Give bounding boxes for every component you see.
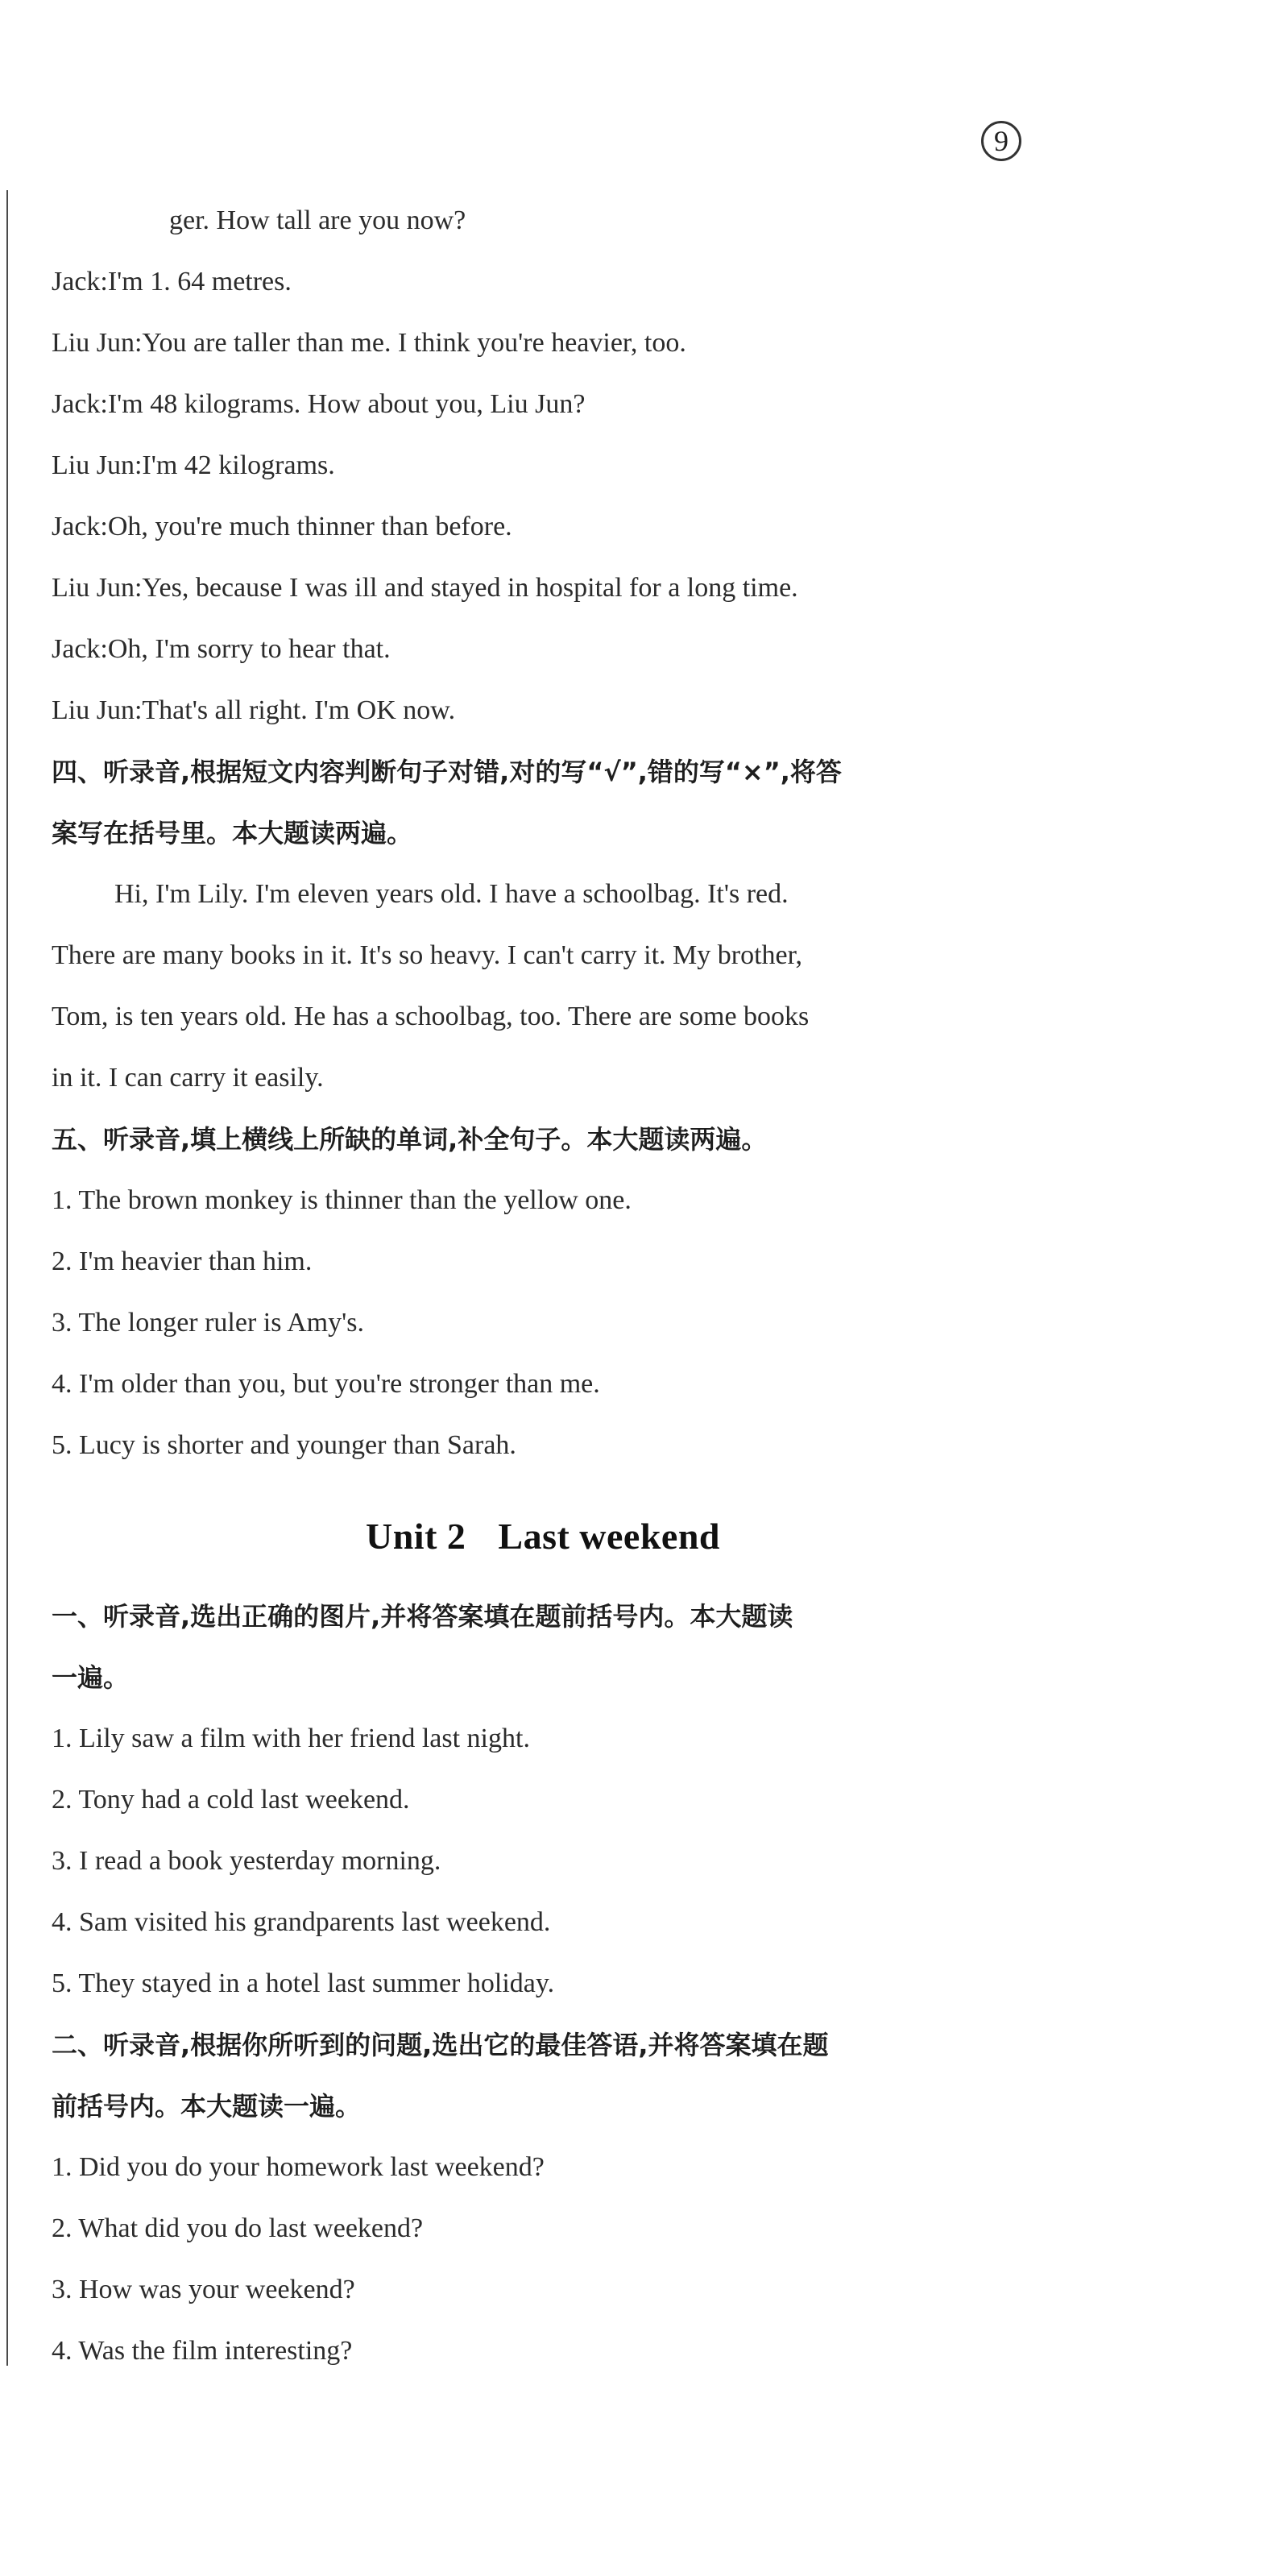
section-heading: 一遍。 (52, 1662, 130, 1693)
section-5 (52, 1109, 1034, 1476)
list-item: 2. What did you do last weekend? (52, 2213, 424, 2243)
passage-line: There are many books in it. It's so heavy. I can't carry it. My brother, (52, 940, 803, 970)
dialogue-line: Liu Jun:That's all right. I'm OK now. (52, 695, 456, 725)
dialogue (52, 190, 1034, 741)
section-heading: 前括号内。本大题读一遍。 (52, 2091, 362, 2122)
passage-line: Hi, I'm Lily. I'm eleven years old. I have a schoolbag. It's red. (114, 879, 789, 909)
dialogue-line: Liu Jun:I'm 42 kilograms. (52, 450, 335, 480)
list-item: 4. Was the film interesting? (52, 2336, 353, 2366)
list-item: 4. Sam visited his grandparents last weekend. (52, 1907, 551, 1937)
section-heading: 四、听录音,根据短文内容判断句子对错,对的写“√”,错的写“×”,将答 (52, 757, 842, 787)
section-heading: 五、听录音,填上横线上所缺的单词,补全句子。本大题读两遍。 (52, 1124, 768, 1155)
page-content (52, 190, 1034, 2382)
unit-number: Unit 2 (365, 1516, 466, 1557)
list-item: 2. I'm heavier than him. (52, 1247, 313, 1276)
list-item: 4. I'm older than you, but you're stronger than me. (52, 1369, 600, 1399)
list-item: 1. Did you do your homework last weekend? (52, 2152, 545, 2182)
margin-rule (6, 190, 8, 2366)
section-heading: 案写在括号里。本大题读两遍。 (52, 818, 413, 848)
dialogue-line: Jack:I'm 48 kilograms. How about you, Liu Jun? (52, 389, 586, 419)
section-heading: 二、听录音,根据你所听到的问题,选出它的最佳答语,并将答案填在题 (52, 2030, 829, 2060)
unit-section-1 (52, 1586, 1034, 2014)
unit-name: Last weekend (498, 1516, 721, 1557)
dialogue-line: Jack:I'm 1. 64 metres. (52, 267, 292, 297)
passage-line: Tom, is ten years old. He has a schoolbag, too. There are some books (52, 1002, 810, 1031)
list-item: 1. The brown monkey is thinner than the yellow one. (52, 1185, 632, 1215)
dialogue-line: Jack:Oh, I'm sorry to hear that. (52, 634, 391, 664)
dialogue-line: Jack:Oh, you're much thinner than before. (52, 512, 512, 541)
list-item: 2. Tony had a cold last weekend. (52, 1785, 410, 1815)
unit-section-2 (52, 2014, 1034, 2382)
section-heading: 一、听录音,选出正确的图片,并将答案填在题前括号内。本大题读 (52, 1601, 793, 1632)
list-item: 3. The longer ruler is Amy's. (52, 1308, 364, 1338)
list-item: 5. Lucy is shorter and younger than Sarah. (52, 1430, 516, 1460)
list-item: 1. Lily saw a film with her friend last night. (52, 1724, 530, 1753)
dialogue-line: Liu Jun:Yes, because I was ill and stayed in hospital for a long time. (52, 573, 798, 603)
list-item: 5. They stayed in a hotel last summer holiday. (52, 1968, 555, 1998)
unit-title (52, 1492, 1034, 1581)
dialogue-line: Liu Jun:You are taller than me. I think you're heavier, too. (52, 328, 686, 358)
dialogue-line: ger. How tall are you now? (169, 205, 466, 235)
passage-line: in it. I can carry it easily. (52, 1063, 324, 1093)
section-4 (52, 741, 1034, 1109)
list-item: 3. How was your weekend? (52, 2275, 355, 2304)
list-item: 3. I read a book yesterday morning. (52, 1846, 441, 1876)
page-number: 9 (981, 121, 1021, 161)
